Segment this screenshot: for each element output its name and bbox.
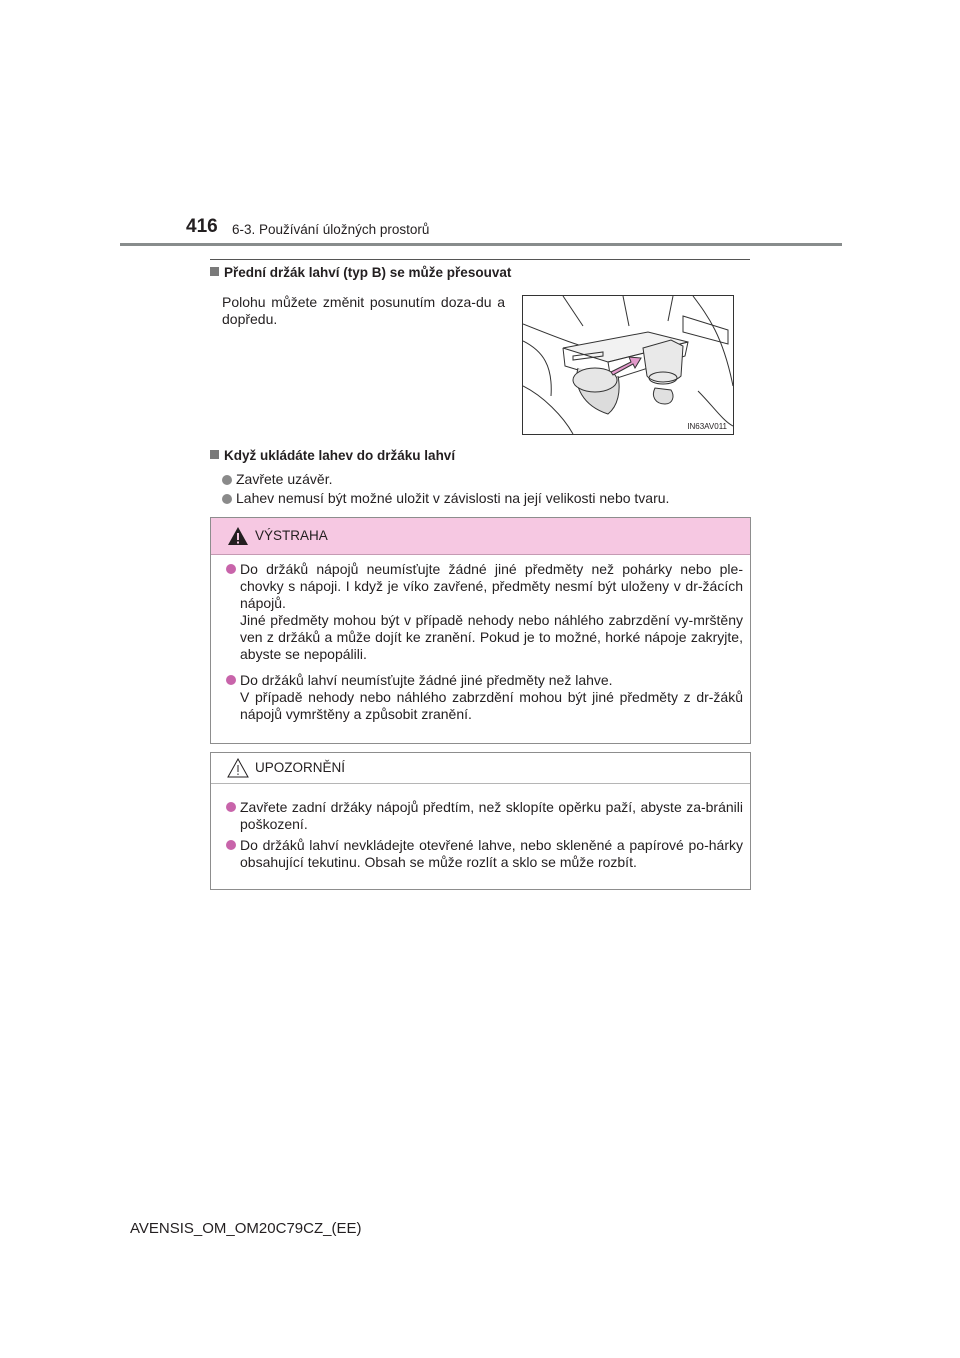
list-item: [222, 471, 333, 487]
warning-title: VÝSTRAHA: [255, 528, 328, 543]
heading-storing-bottle: [210, 448, 455, 463]
bullet-icon: [226, 840, 236, 850]
heading-bottle-holder-movable: [210, 265, 511, 280]
paragraph-slide-position: Polohu můžete změnit posunutím doza-du a dopředu.: [222, 294, 505, 327]
page-number: 416: [186, 216, 218, 237]
bullet-icon: [222, 475, 232, 485]
bullet-icon: [222, 494, 232, 504]
warning-box: [210, 517, 751, 744]
warning-item-text: Do držáků lahví neumísťujte žádné jiné předměty než lahve.: [240, 672, 613, 688]
notice-item: [240, 799, 743, 833]
list-item-text: Zavřete uzávěr.: [236, 471, 333, 487]
bullet-icon: [226, 675, 236, 685]
bullet-icon: [226, 564, 236, 574]
divider: [210, 259, 750, 260]
section-title: 6-3. Používání úložných prostorů: [232, 222, 430, 237]
warning-item-text: V případě nehody nebo náhlého zabrzdění mohou být jiné předměty z dr-žáků nápojů vymrštěny a způsobit zranění.: [240, 689, 743, 722]
list-item: [222, 490, 669, 506]
footer-document-code: AVENSIS_OM_OM20C79CZ_(EE): [130, 1220, 362, 1237]
figure-label: IN63AV011: [687, 422, 727, 431]
bullet-icon: [226, 802, 236, 812]
heading-text: Přední držák lahví (typ B) se může přesouvat: [224, 265, 512, 280]
warning-item-text: Do držáků nápojů neumísťujte žádné jiné předměty než pohárky nebo ple-chovky s nápoji. I když je víko zavřené, předměty nesmí být uloženy v dr-žácích nápojů.: [240, 561, 743, 611]
warning-item-text: Jiné předměty mohou být v případě nehody nebo náhlého zabrzdění vy-mrštěny ven z držáků a může dojít ke zranění. Pokud je to možné, horké nápoje zakryjte, abyste se nepopálili.: [240, 612, 743, 662]
notice-item-text: Do držáků lahví nevkládejte otevřené lahve, nebo skleněné a papírové po-hárky obsahující tekutinu. Obsah se může rozlít a sklo se může rozbít.: [240, 837, 743, 870]
figure-cup-holder: [522, 295, 734, 435]
notice-item-text: Zavřete zadní držáky nápojů předtím, než sklopíte opěrku paží, abyste za-bránili poškození.: [240, 799, 743, 832]
warning-item: [240, 672, 743, 723]
caution-triangle-icon: [227, 758, 249, 778]
heading-text: Když ukládáte lahev do držáku lahví: [224, 448, 456, 463]
warning-item: [240, 561, 743, 663]
header-rule: [120, 243, 842, 246]
square-bullet-icon: [210, 267, 219, 276]
notice-header: [211, 753, 750, 784]
notice-box: [210, 752, 751, 890]
cup-holder-illustration: [523, 296, 733, 434]
warning-triangle-icon: [227, 526, 249, 546]
warning-header: [211, 518, 750, 555]
square-bullet-icon: [210, 450, 219, 459]
list-item-text: Lahev nemusí být možné uložit v závislosti na její velikosti nebo tvaru.: [236, 490, 670, 506]
notice-title: UPOZORNĚNÍ: [255, 760, 346, 775]
notice-item: [240, 837, 743, 871]
